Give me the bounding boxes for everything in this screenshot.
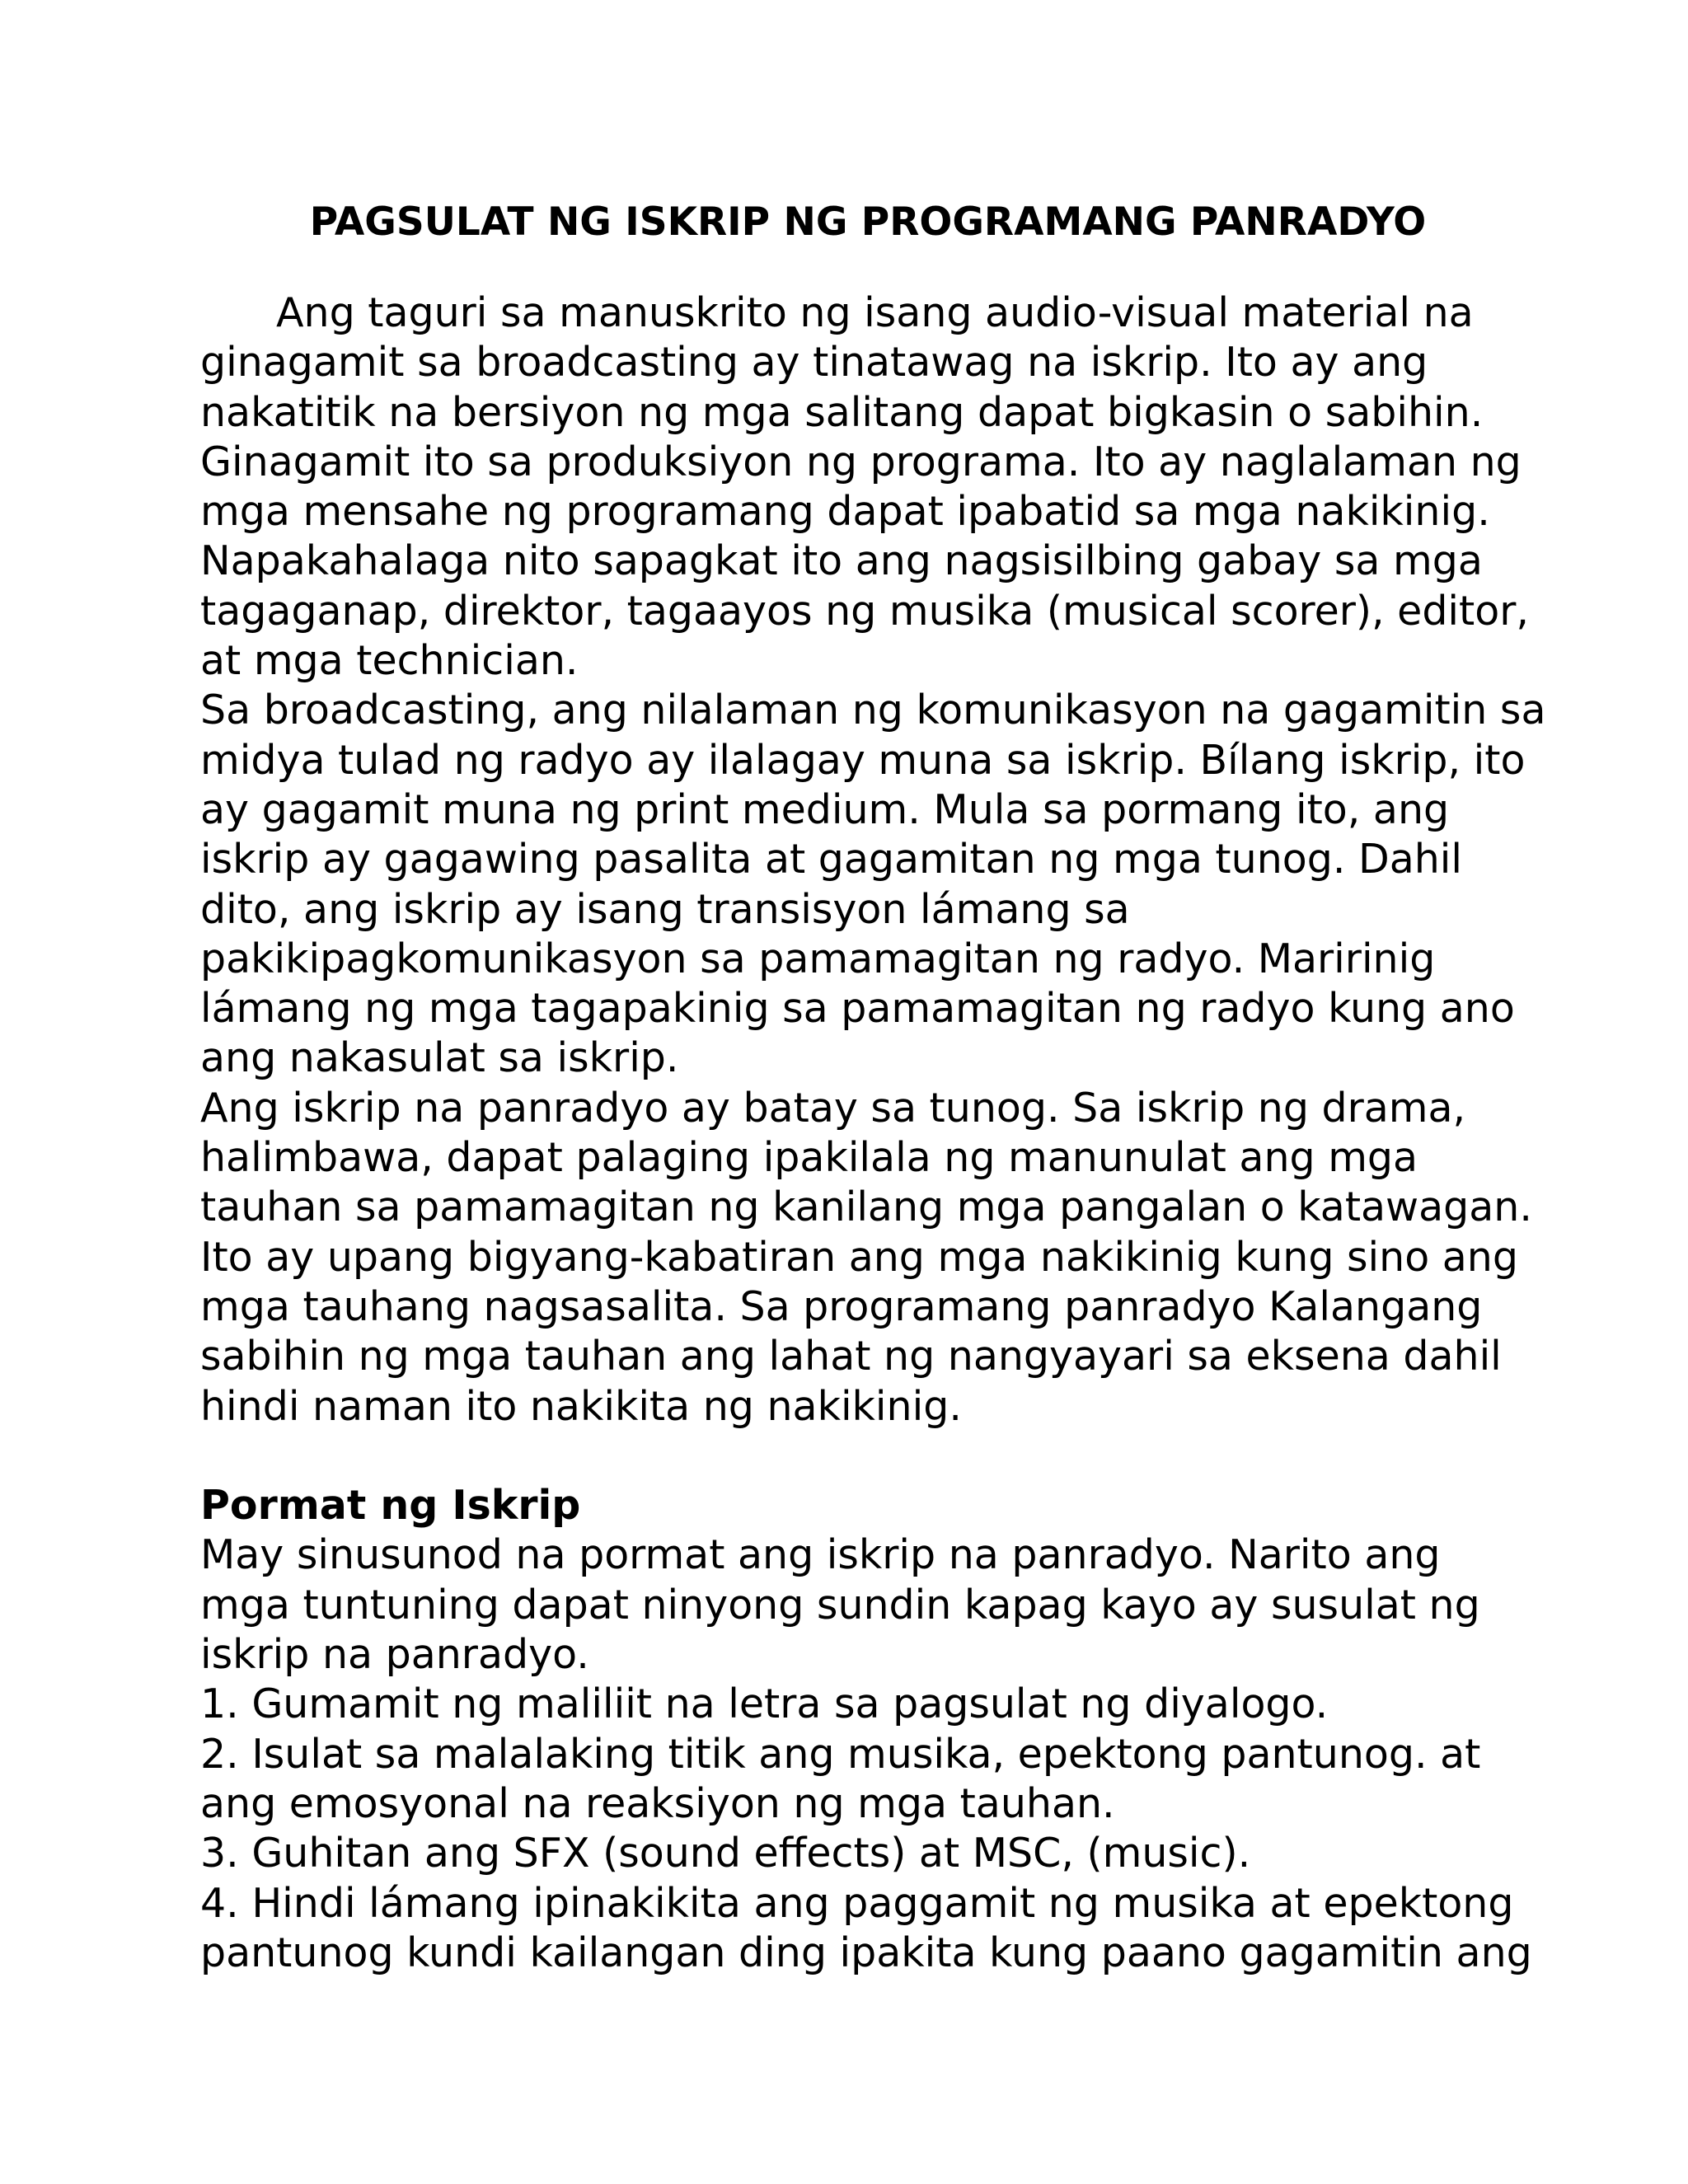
paragraph-line: ginagamit sa broadcasting ay tinatawag na iskrip. Ito ay ang xyxy=(200,339,1428,387)
paragraph-line: iskrip ay gagawing pasalita at gagamitan ng mga tunog. Dahil xyxy=(200,836,1463,883)
paragraph-line: tauhan sa pamamagitan ng kanilang mga pangalan o katawagan. xyxy=(200,1183,1532,1231)
paragraph-line: ay gagamit muna ng print medium. Mula sa pormang ito, ang xyxy=(200,785,1450,833)
paragraph-line: mga tuntuning dapat ninyong sundin kapag kayo ay susulat ng xyxy=(200,1581,1480,1629)
paragraph-line: nakatitik na bersiyon ng mga salitang dapat bigkasin o sabihin. xyxy=(200,388,1484,436)
document-body xyxy=(200,288,1546,1978)
list-item: 2. Isulat sa malalaking titik ang musika, epektong pantunog. at xyxy=(200,1730,1481,1778)
paragraph-line: Sa broadcasting, ang nilalaman ng komunikasyon na gagamitin sa xyxy=(200,687,1546,734)
list-item-continuation: ang emosyonal na reaksiyon ng mga tauhan. xyxy=(200,1779,1115,1827)
list-item-continuation: pantunog kundi kailangan ding ipakita kung paano gagamitin ang xyxy=(200,1929,1532,1976)
document-title: PAGSULAT NG ISKRIP NG PROGRAMANG PANRADYO xyxy=(309,199,1427,245)
paragraph-line: May sinusunod na pormat ang iskrip na panradyo. Narito ang xyxy=(200,1531,1441,1579)
document-content xyxy=(200,198,1546,1978)
paragraph-line: Napakahalaga nito sapagkat ito ang nagsisilbing gabay sa mga xyxy=(200,537,1483,585)
paragraph-line: lámang ng mga tagapakinig sa pamamagitan ng radyo kung ano xyxy=(200,985,1515,1033)
paragraph-line: halimbawa, dapat palaging ipakilala ng manunulat ang mga xyxy=(200,1134,1418,1182)
paragraph-line: Ginagamit ito sa produksiyon ng programa. Ito ay naglalaman ng xyxy=(200,438,1522,485)
blank-line xyxy=(200,1432,1536,1481)
paragraph-line: hindi naman ito nakikita ng nakikinig. xyxy=(200,1382,962,1430)
list-item: 3. Guhitan ang SFX (sound effects) at MSC, (music). xyxy=(200,1830,1251,1877)
section-heading: Pormat ng Iskrip xyxy=(200,1482,581,1530)
paragraph-line: Ang taguri sa manuskrito ng isang audio-visual material na xyxy=(276,289,1474,336)
paragraph-line: midya tulad ng radyo ay ilalagay muna sa iskrip. Bílang iskrip, ito xyxy=(200,736,1526,784)
list-item: 4. Hindi lámang ipinakikita ang paggamit ng musika at epektong xyxy=(200,1879,1514,1927)
paragraph-line: Ang iskrip na panradyo ay batay sa tunog. Sa iskrip ng drama, xyxy=(200,1084,1466,1132)
paragraph-line: Ito ay upang bigyang-kabatiran ang mga nakikinig kung sino ang xyxy=(200,1233,1518,1281)
paragraph-line: sabihin ng mga tauhan ang lahat ng nangyayari sa eksena dahil xyxy=(200,1333,1502,1380)
paragraph-line: ang nakasulat sa iskrip. xyxy=(200,1034,679,1082)
paragraph-line: iskrip na panradyo. xyxy=(200,1631,589,1679)
paragraph-line: tagaganap, direktor, tagaayos ng musika (musical scorer), editor, xyxy=(200,587,1529,635)
paragraph-line: dito, ang iskrip ay isang transisyon lámang sa xyxy=(200,885,1130,933)
paragraph-line: pakikipagkomunikasyon sa pamamagitan ng radyo. Maririnig xyxy=(200,935,1436,982)
paragraph-line: at mga technician. xyxy=(200,637,579,685)
paragraph-line: mga mensahe ng programang dapat ipabatid sa mga nakikinig. xyxy=(200,488,1490,536)
list-item: 1. Gumamit ng maliliit na letra sa pagsulat ng diyalogo. xyxy=(200,1680,1329,1728)
paragraph-line: mga tauhang nagsasalita. Sa programang panradyo Kalangang xyxy=(200,1282,1483,1330)
